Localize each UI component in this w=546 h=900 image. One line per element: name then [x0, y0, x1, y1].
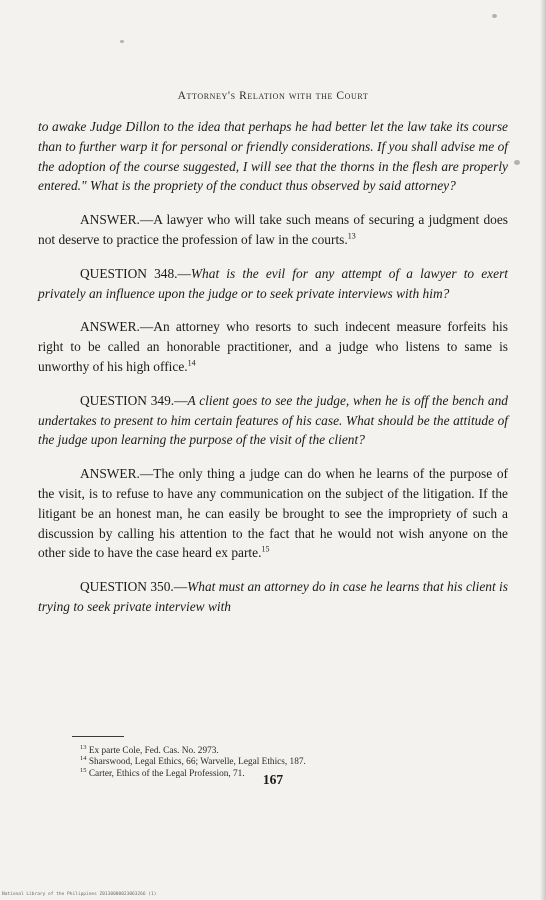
footnote-text: Sharswood, Legal Ethics, 66; Warvelle, Legal Ethics, 187. — [88, 757, 306, 768]
continuation-paragraph — [38, 117, 508, 196]
question-label: QUESTION 350.— — [80, 579, 188, 595]
question-paragraph — [38, 264, 508, 304]
footnote-ref: 15 — [261, 544, 270, 554]
scan-watermark: National Library of the Philippines Z0130000023063266 (1) — [2, 892, 157, 897]
question-text: What must an attorney do in case he learns that his client is trying to seek private interview with — [38, 579, 508, 614]
question-paragraph — [38, 391, 508, 450]
footnote-ref: 14 — [187, 358, 196, 368]
answer-label: ANSWER.— — [80, 466, 154, 482]
answer-paragraph — [38, 210, 508, 250]
scan-speck — [120, 40, 124, 43]
footnote-number: 15 — [80, 766, 87, 774]
page-body — [38, 117, 508, 617]
question-label: QUESTION 349.— — [80, 392, 188, 408]
answer-text: A lawyer who will take such means of securing a judgment does not deserve to practice the profession of law in the courts. — [38, 212, 508, 247]
question-paragraph — [38, 577, 508, 617]
question-text: A client goes to see the judge, when he is off the bench and undertakes to present to him certain features of his case. What should be the attitude of the judge upon learning the purpose of the visit of the client? — [38, 392, 508, 448]
footnote-text: Ex parte Cole, Fed. Cas. No. 2973. — [88, 746, 219, 756]
footnote-text: Carter, Ethics of the Legal Profession, 71. — [88, 768, 245, 779]
scan-speck — [514, 160, 520, 165]
question-label: QUESTION 348.— — [80, 265, 191, 281]
footnote — [80, 757, 460, 768]
footnote-ref: 13 — [347, 231, 356, 241]
page-edge-shadow — [540, 0, 546, 900]
answer-text: The only thing a judge can do when he learns of the purpose of the visit, is to refuse to have any communication on the subject of the litigation. If the litigant be an honest man, he can easily be brought to see the impropriety of such a discussion by calling his attention to the fact that he would not wish anyone on the other side to have the case heard ex parte. — [38, 466, 508, 561]
answer-paragraph — [38, 317, 508, 376]
footnote-number: 13 — [80, 743, 87, 751]
answer-label: ANSWER.— — [80, 212, 154, 228]
question-text: to awake Judge Dillon to the idea that perhaps he had better let the law take its course than to further warp it for personal or friendly considerations. If you shall advise me of the adoption of the course suggested, I will see that the thorns in the flesh are properly entered." What is the propriety of the conduct thus observed by said attorney? — [38, 119, 508, 194]
scan-speck — [492, 14, 497, 18]
running-head: Attorney's Relation with the Court — [177, 90, 369, 102]
footnote-divider — [72, 736, 124, 737]
footnote — [80, 743, 460, 757]
page-number: 167 — [262, 772, 284, 787]
answer-label: ANSWER.— — [80, 319, 154, 335]
answer-paragraph — [38, 464, 508, 563]
answer-text: An attorney who resorts to such indecent measure forfeits his right to be called an honorable practitioner, and a judge who listens to same is unworthy of his high office. — [38, 319, 508, 374]
footnote-number: 14 — [80, 755, 87, 763]
question-text: What is the evil for any attempt of a lawyer to exert privately an influence upon the judge or to seek private interviews with him? — [38, 265, 508, 301]
